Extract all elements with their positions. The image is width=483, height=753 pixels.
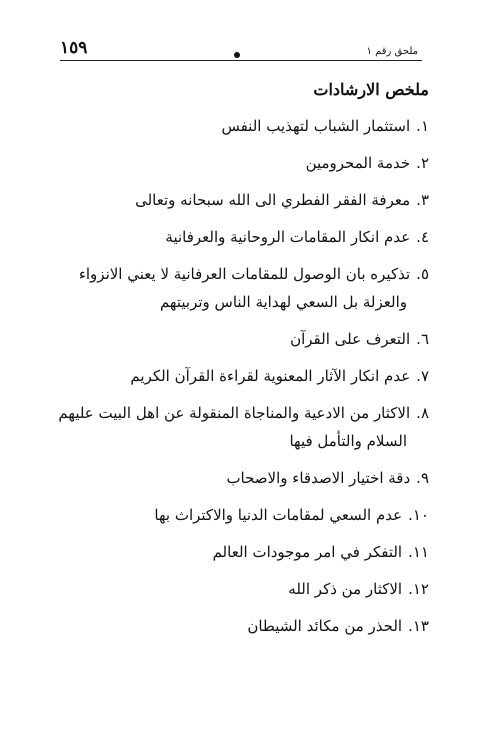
list-item bbox=[49, 325, 429, 353]
item-text: التعرف على القرآن bbox=[290, 330, 411, 348]
list-item bbox=[49, 612, 429, 640]
item-text: خدمة المحرومين bbox=[305, 154, 411, 172]
list-item bbox=[49, 260, 429, 316]
list-item bbox=[49, 186, 429, 214]
item-text: الحذر من مكائد الشيطان bbox=[247, 617, 403, 635]
list-item bbox=[49, 575, 429, 603]
list-item bbox=[49, 149, 429, 177]
item-number: ٢. bbox=[416, 154, 429, 172]
item-text: عدم انكار الآثار المعنوية لقراءة القرآن الكريم bbox=[130, 367, 411, 385]
item-number: ١٢. bbox=[408, 580, 429, 598]
item-number: ١. bbox=[416, 117, 429, 135]
list-item bbox=[49, 362, 429, 390]
section-title: ملخص الارشادات bbox=[313, 80, 429, 99]
item-number: ٦. bbox=[416, 330, 429, 348]
item-text: الاكثار من ذكر الله bbox=[288, 580, 403, 598]
list-item bbox=[49, 112, 429, 140]
list-item bbox=[49, 223, 429, 251]
item-text: عدم انكار المقامات الروحانية والعرفانية bbox=[165, 228, 411, 246]
item-number: ٣. bbox=[416, 191, 429, 209]
item-number: ١١. bbox=[408, 543, 429, 561]
item-text: معرفة الفقر الفطري الى الله سبحانه وتعالى bbox=[135, 191, 411, 209]
item-number: ٧. bbox=[416, 367, 429, 385]
list-item bbox=[49, 399, 429, 455]
item-number: ٤. bbox=[416, 228, 429, 246]
page-number: ١٥٩ bbox=[60, 38, 88, 58]
item-text-continued: والعزلة بل السعي لهداية الناس وتربيتهم bbox=[159, 293, 407, 311]
header-rule bbox=[60, 60, 422, 61]
list-item bbox=[49, 464, 429, 492]
item-text: عدم السعي لمقامات الدنيا والاكتراث بها bbox=[154, 506, 403, 524]
list-item bbox=[49, 501, 429, 529]
item-text: الاكثار من الادعية والمناجاة المنقولة عن اهل البيت عليهم bbox=[58, 404, 411, 422]
list-item bbox=[49, 538, 429, 566]
header-ornament-dot bbox=[234, 52, 240, 58]
header-label: ملحق رقم ١ bbox=[366, 46, 418, 57]
item-number: ٨. bbox=[416, 404, 429, 422]
guidance-list bbox=[49, 112, 429, 649]
running-header bbox=[60, 38, 422, 62]
item-text: استثمار الشباب لتهذيب النفس bbox=[221, 117, 411, 135]
item-text: تذكيره بان الوصول للمقامات العرفانية لا يعني الانزواء bbox=[78, 265, 411, 283]
item-text: التفكر في امر موجودات العالم bbox=[212, 543, 403, 561]
item-number: ١٣. bbox=[408, 617, 429, 635]
item-number: ٥. bbox=[416, 265, 429, 283]
item-text: دقة اختيار الاصدقاء والاصحاب bbox=[226, 469, 411, 487]
item-number: ١٠. bbox=[408, 506, 429, 524]
item-number: ٩. bbox=[416, 469, 429, 487]
item-text-continued: السلام والتأمل فيها bbox=[289, 432, 407, 450]
